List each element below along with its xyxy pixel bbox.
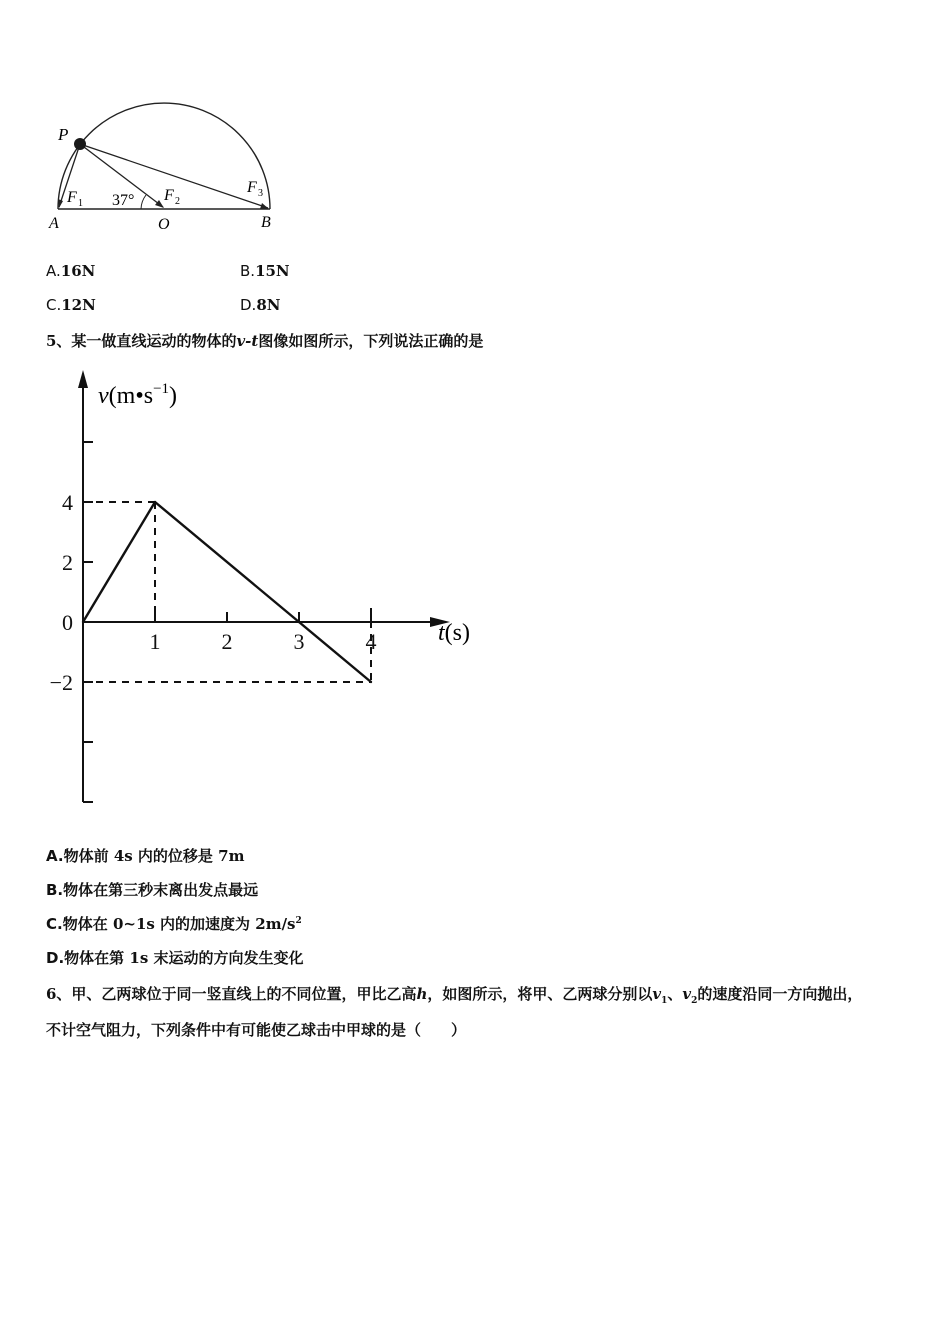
y-tick-label: 0 xyxy=(62,610,73,635)
label-f3: F xyxy=(247,179,257,196)
label-b: B xyxy=(261,214,271,231)
q4-option-b-text: 15N xyxy=(255,262,290,280)
q4-option-c xyxy=(46,296,96,314)
q6-line2-text: 不计空气阻力，下列条件中有可能使乙球击中甲球的是（ ） xyxy=(46,1021,467,1039)
y-tick-label: −2 xyxy=(49,670,73,695)
vt-series-segment xyxy=(155,502,299,622)
vt-data-point xyxy=(370,681,372,683)
q6-v2-sub: 2 xyxy=(691,996,698,1006)
q5-option-c-letter: C. xyxy=(46,915,63,933)
q5-option-d xyxy=(46,947,303,968)
q4-option-b-letter: B. xyxy=(240,262,256,280)
q5-stem xyxy=(46,330,483,351)
q6-line1-b: ，如图所示，将甲、乙两球分别以 xyxy=(427,985,653,1003)
y-axis-label xyxy=(98,381,177,409)
force-diagram xyxy=(40,95,300,240)
q5-stem-prefix: 5、某一做直线运动的物体的 xyxy=(46,332,237,350)
q6-sep: 、 xyxy=(667,985,683,1003)
x-tick-label: 1 xyxy=(149,629,161,654)
label-f1-sub: 1 xyxy=(78,198,83,209)
q4-option-a-text: 16N xyxy=(60,262,96,280)
force-f3-line xyxy=(80,144,268,208)
q6-v1: v xyxy=(652,985,662,1003)
y-axis-label-var: v xyxy=(98,383,109,409)
vt-data-point xyxy=(82,621,84,623)
q5-option-c-text: 物体在 0~1s 内的加速度为 2m/s xyxy=(62,915,296,933)
vt-data-point xyxy=(298,621,300,623)
q4-option-c-text: 12N xyxy=(61,296,96,314)
q5-option-b xyxy=(46,879,258,900)
vt-series-segment xyxy=(299,622,371,682)
label-f3-sub: 3 xyxy=(258,188,263,199)
q5-option-c-sup: 2 xyxy=(295,916,302,926)
vt-chart xyxy=(40,360,500,810)
q5-option-c xyxy=(46,913,302,934)
q6-line2 xyxy=(46,1019,466,1040)
y-tick-label: 2 xyxy=(62,550,73,575)
q6-v1-sub: 1 xyxy=(661,996,668,1006)
label-a: A xyxy=(49,215,59,232)
q5-option-a-text: 物体前 4s 内的位移是 7m xyxy=(63,847,245,865)
y-axis-label-unit: (m•s xyxy=(108,383,154,409)
label-f2-sub: 2 xyxy=(175,196,180,207)
label-o: O xyxy=(158,216,170,233)
q5-option-b-text: 物体在第三秒末离出发点最远 xyxy=(63,881,259,899)
x-axis-label-unit: (s) xyxy=(444,620,470,646)
y-axis-label-exp: −1 xyxy=(153,381,170,397)
vt-series-segment xyxy=(83,502,155,622)
y-tick-label: 4 xyxy=(62,490,73,515)
q4-option-b xyxy=(240,262,290,280)
q6-line1-a: 6、甲、乙两球位于同一竖直线上的不同位置，甲比乙高 xyxy=(46,985,417,1003)
x-tick-label: 4 xyxy=(365,629,377,654)
q5-option-d-text: 物体在第 1s 末运动的方向发生变化 xyxy=(64,949,304,967)
point-p xyxy=(74,138,86,150)
q4-option-d-text: 8N xyxy=(256,296,281,314)
q5-option-a-letter: A. xyxy=(46,847,64,865)
q6-h: h xyxy=(416,985,428,1003)
label-angle: 37° xyxy=(112,192,135,209)
force-f3-arrowhead xyxy=(260,203,269,209)
q6-line1-c: 的速度沿同一方向抛出， xyxy=(697,985,863,1003)
q5-stem-suffix: 图像如图所示，下列说法正确的是 xyxy=(258,332,484,350)
x-tick-label: 2 xyxy=(221,629,233,654)
y-axis-label-close: ) xyxy=(169,383,178,409)
q6-v2: v xyxy=(682,985,692,1003)
q5-option-d-letter: D. xyxy=(46,949,65,967)
y-axis-arrow xyxy=(78,370,88,388)
q5-option-b-letter: B. xyxy=(46,881,64,899)
label-f2: F xyxy=(164,187,174,204)
x-axis-label xyxy=(438,620,470,646)
x-tick-label: 3 xyxy=(293,629,305,654)
q4-option-a xyxy=(46,262,95,280)
label-p: P xyxy=(58,125,69,144)
q4-option-d-letter: D. xyxy=(240,296,257,314)
q5-option-a xyxy=(46,845,244,866)
q4-option-d xyxy=(240,296,280,314)
x-axis-label-var: t xyxy=(438,620,445,646)
vt-data-point xyxy=(154,501,156,503)
label-f1: F xyxy=(67,189,77,206)
angle-arc xyxy=(141,195,146,209)
q5-stem-var: v-t xyxy=(236,332,259,350)
q6-line1 xyxy=(46,983,862,1006)
q4-option-a-letter: A. xyxy=(46,262,61,280)
q4-option-c-letter: C. xyxy=(46,296,62,314)
